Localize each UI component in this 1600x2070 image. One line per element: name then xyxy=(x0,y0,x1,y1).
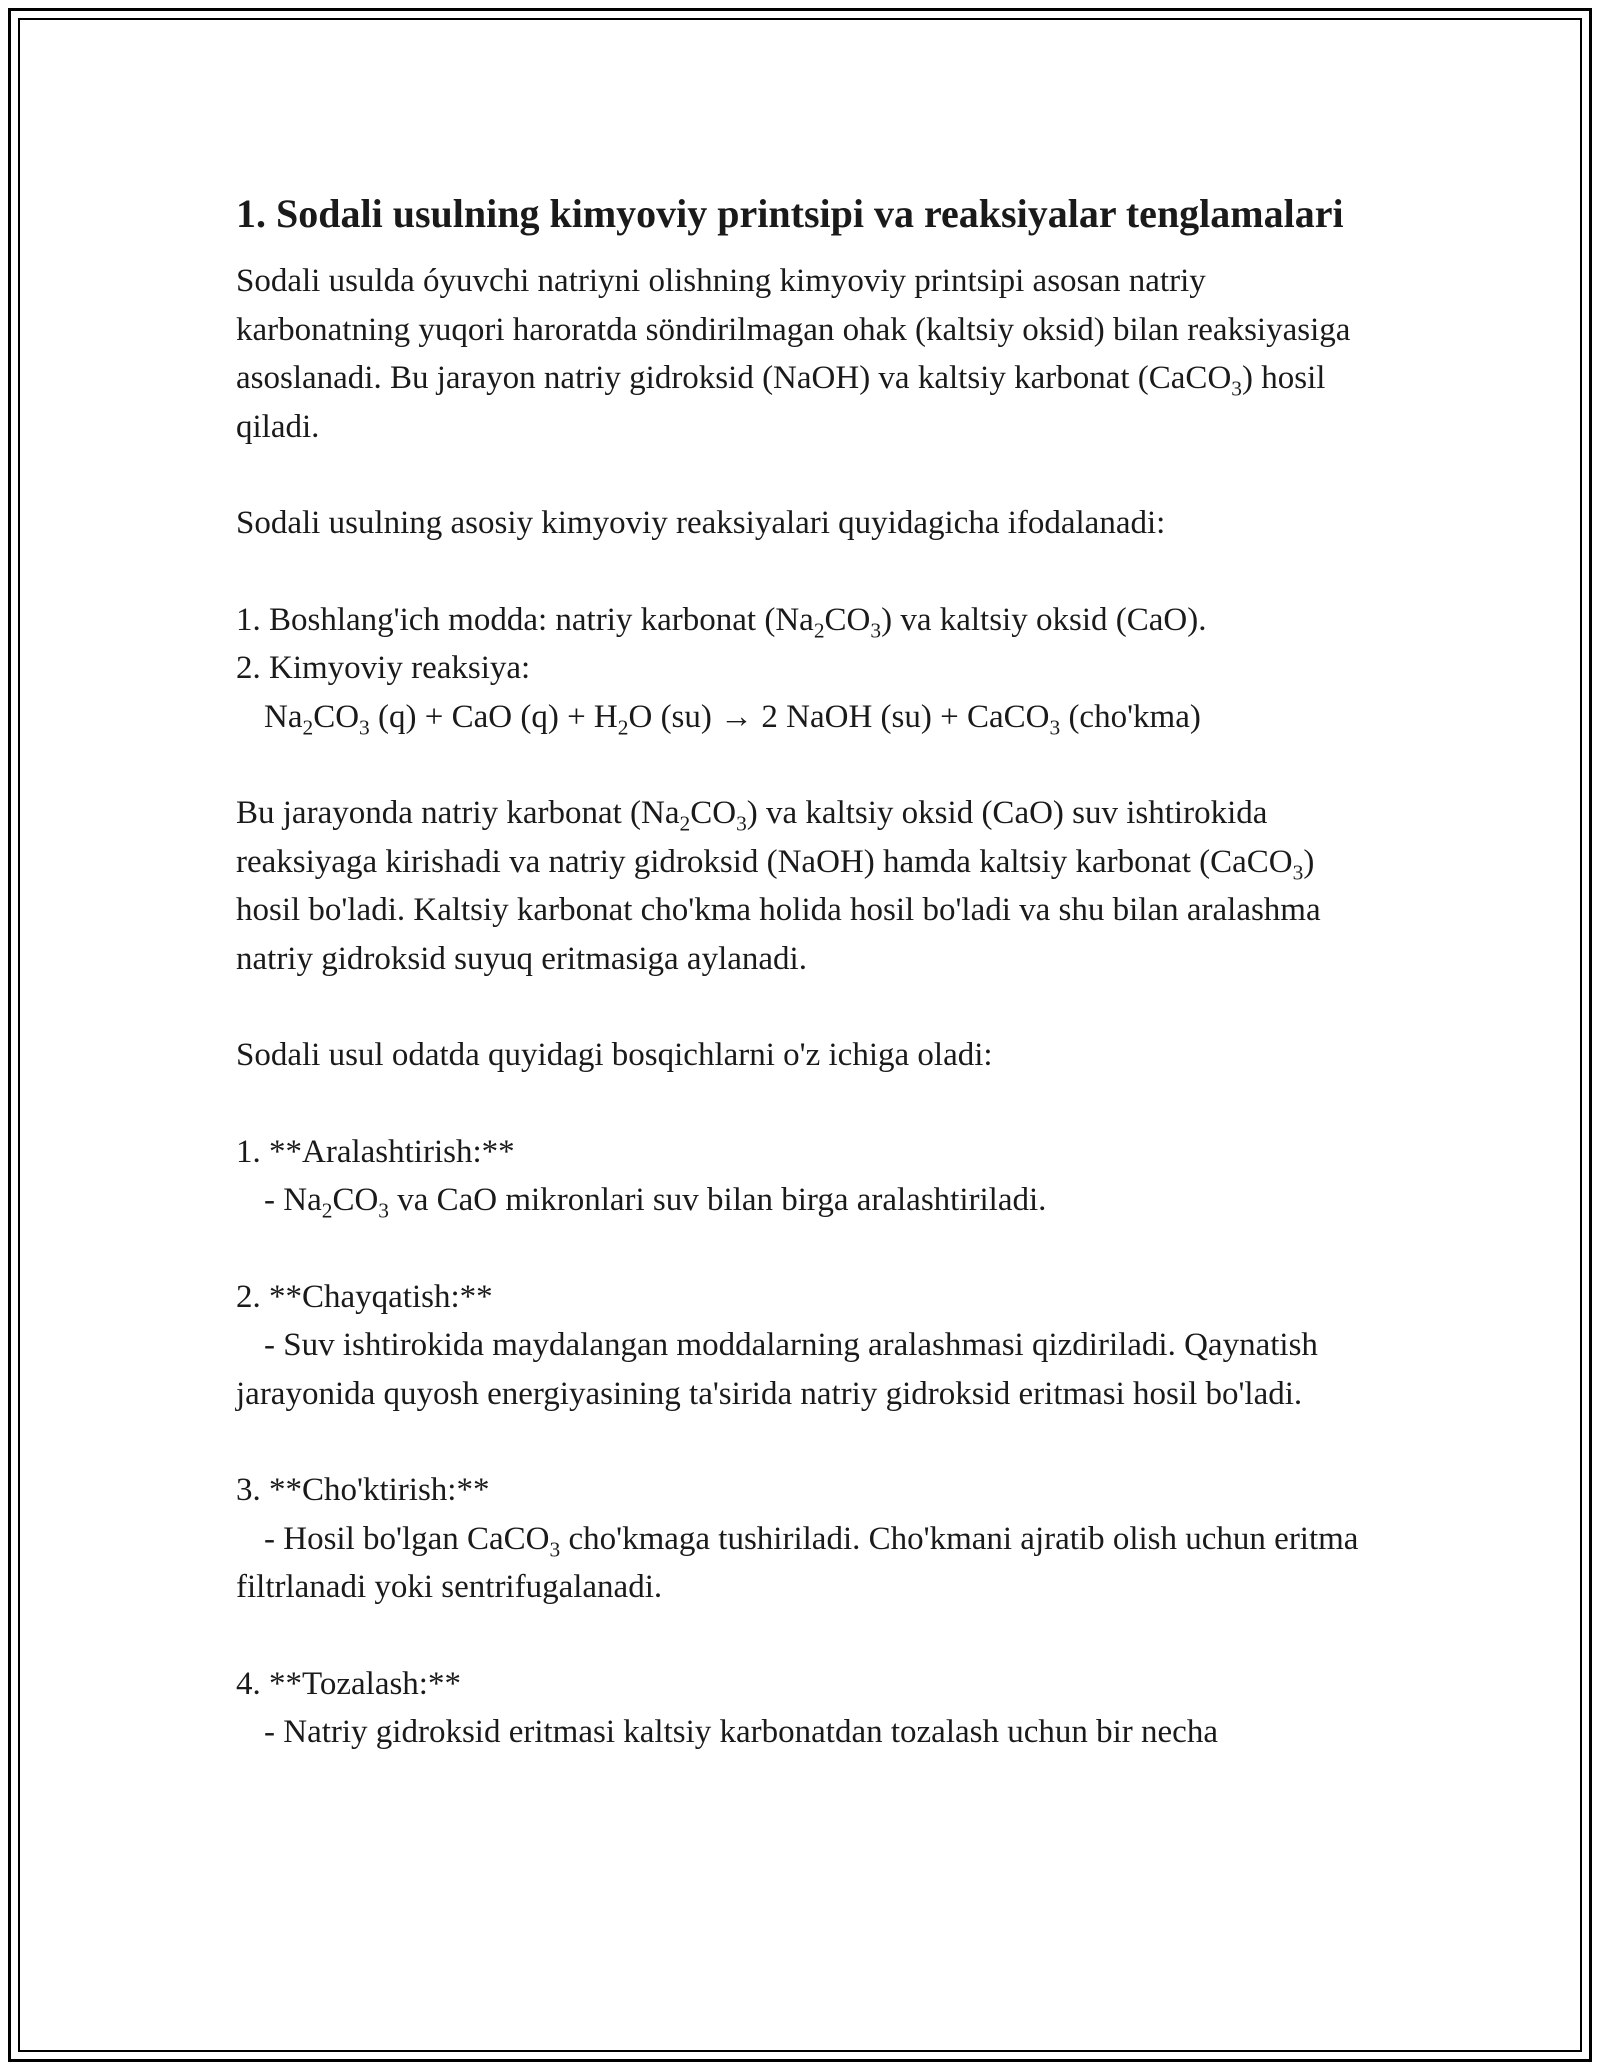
explanation-sub-a: 2 xyxy=(679,811,691,836)
list-item-1-sub-b: 3 xyxy=(870,618,882,642)
step-3-title: 3. **Cho'ktirish:** xyxy=(236,1472,490,1508)
intro-paragraph xyxy=(236,257,1376,451)
step-1-text xyxy=(236,1176,1376,1225)
intro-text-b: ) hosil qiladi. xyxy=(236,360,1326,445)
step-1-sub-b: 3 xyxy=(378,1198,389,1223)
step-1-sub-a: 2 xyxy=(321,1198,333,1223)
step-2-title: 2. **Chayqatish:** xyxy=(236,1278,493,1315)
explanation-text-a: Bu jarayonda natriy karbonat (Na xyxy=(236,795,680,831)
explanation-sub-b: 3 xyxy=(736,811,747,836)
equation-sub-b: 3 xyxy=(359,715,370,739)
step-1-title: 1. **Aralashtirish:** xyxy=(236,1133,515,1170)
intro-sub: 3 xyxy=(1231,376,1242,401)
step-2-text xyxy=(236,1321,1376,1418)
list-item-1 xyxy=(236,596,1376,645)
step-1-text-c: va CaO mikronlari suv bilan birga aralashtiriladi. xyxy=(389,1182,1047,1218)
explanation-sub-c: 3 xyxy=(1292,860,1304,884)
step-4-title: 4. **Tozalash:** xyxy=(236,1665,461,1702)
equation-sub-c: 2 xyxy=(617,715,629,739)
document-body xyxy=(236,186,1376,1757)
steps-intro: Sodali usul odatda quyidagi bosqichlarni o'z ichiga oladi: xyxy=(236,1037,993,1073)
list-item-1-text-c: ) va kaltsiy oksid (CaO). xyxy=(881,601,1207,638)
list-item-1-text-a: 1. Boshlang'ich modda: natriy karbonat (Na xyxy=(236,601,814,638)
explanation-text-d: ) hosil bo'ladi. Kaltsiy karbonat cho'kma holida hosil bo'ladi va shu bilan aralashma natriy gidroksid suyuq eritmasiga aylanadi. xyxy=(236,843,1321,977)
list-item-1-text-b: CO xyxy=(824,601,871,638)
equation-text-b: CO xyxy=(313,698,360,735)
step-1-text-a: - Na xyxy=(264,1182,322,1218)
equation-text-c: (q) + CaO (q) + H xyxy=(369,698,618,735)
step-4-text: - Natriy gidroksid eritmasi kaltsiy karbonatdan tozalash uchun bir necha xyxy=(264,1714,1218,1750)
list-item-1-sub-a: 2 xyxy=(813,618,825,642)
equation-text-a: Na xyxy=(264,698,303,735)
list-item-2: 2. Kimyoviy reaksiya: xyxy=(236,650,531,686)
reactions-intro: Sodali usulning asosiy kimyoviy reaksiyalari quyidagicha ifodalanadi: xyxy=(236,505,1166,541)
reaction-equation xyxy=(236,693,1376,742)
intro-text-a: Sodali usulda óyuvchi natriyni olishning kimyoviy printsipi asosan natriy karbonatning yuqori haroratda söndirilmagan ohak (kaltsiy oksid) bilan reaksiyasiga asoslanadi. Bu jarayon natriy gidroksid (NaOH) va kaltsiy karbonat (CaCO xyxy=(236,263,1351,396)
section-heading: 1. Sodali usulning kimyoviy printsipi va reaksiyalar tenglamalari xyxy=(236,191,1344,236)
equation-text-e: (cho'kma) xyxy=(1060,698,1201,735)
explanation-text-b: CO xyxy=(690,795,737,831)
step-3-text xyxy=(236,1515,1376,1612)
explanation-text-c: ) va kaltsiy oksid (CaO) suv ishtirokida reaksiyaga kirishadi va natriy gidroksid (NaOH) hamda kaltsiy karbonat (CaCO xyxy=(236,795,1293,880)
equation-text-d: O (su) → 2 NaOH (su) + CaCO xyxy=(628,698,1050,735)
step-1-text-b: CO xyxy=(332,1182,379,1218)
step-3-sub-a: 3 xyxy=(549,1537,561,1561)
step-3-text-a: - Hosil bo'lgan CaCO xyxy=(264,1520,550,1557)
equation-sub-a: 2 xyxy=(302,715,314,739)
step-2-text-a: - Suv ishtirokida maydalangan moddalarning aralashmasi qizdiriladi. Qaynatish jarayonida quyosh energiyasining ta'sirida natriy gidroksid eritmasi hosil bo'ladi. xyxy=(236,1327,1318,1412)
equation-sub-d: 3 xyxy=(1049,715,1061,739)
explanation-paragraph xyxy=(236,789,1376,983)
step-3-text-b: cho'kmaga tushiriladi. Cho'kmani ajratib olish uchun eritma filtrlanadi yoki sentrifugalanadi. xyxy=(236,1520,1359,1605)
